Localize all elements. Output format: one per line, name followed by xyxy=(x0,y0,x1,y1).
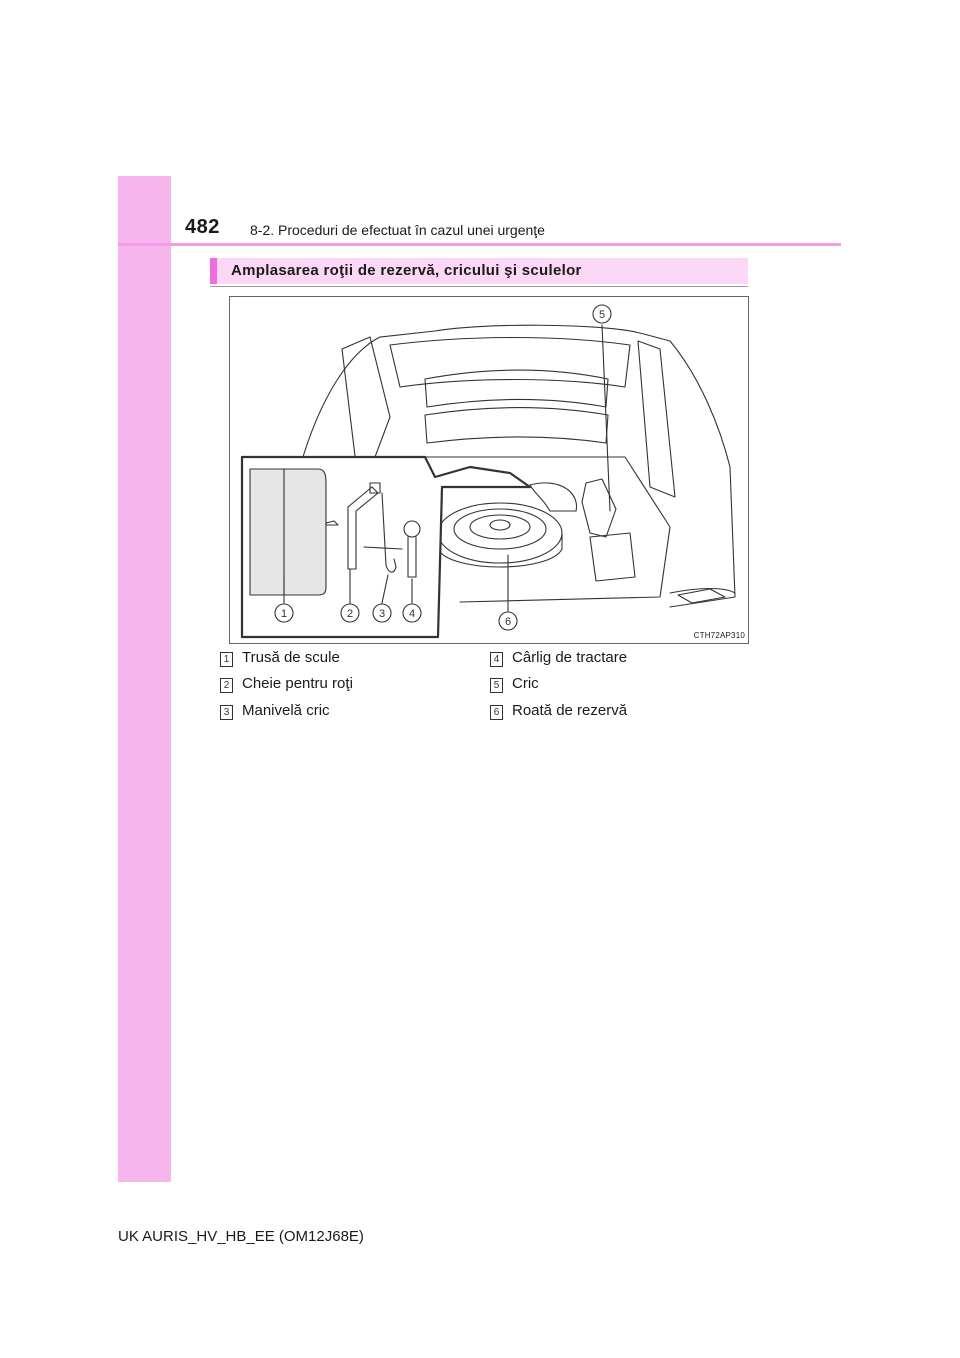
rear-shelf-upper xyxy=(425,370,608,407)
figure-code: CTH72AP310 xyxy=(693,631,745,640)
callout-4: 4 xyxy=(408,608,416,620)
spare-wheel-outer xyxy=(438,503,562,563)
side-band xyxy=(118,176,171,1182)
legend-number: 2 xyxy=(220,678,233,693)
heading-text: Amplasarea roţii de rezervă, cricului şi sculelor xyxy=(231,262,582,279)
rear-shelf-lower xyxy=(425,408,608,444)
header-rule xyxy=(118,243,841,246)
section-title: 8-2. Proceduri de efectuat în cazul unei urgenţe xyxy=(250,222,545,238)
legend-label: Manivelă cric xyxy=(242,702,330,719)
legend-label: Cric xyxy=(512,675,539,692)
legend-label: Trusă de scule xyxy=(242,649,340,666)
callout-1: 1 xyxy=(280,608,288,620)
jack xyxy=(582,479,616,537)
spare-wheel-rim-inner xyxy=(470,515,530,539)
tailgate-right xyxy=(638,341,675,497)
heading-box xyxy=(210,258,748,284)
page-number: 482 xyxy=(185,216,220,238)
legend-label: Cheie pentru roţi xyxy=(242,675,353,692)
tool-kit xyxy=(250,469,326,595)
heading-rule xyxy=(210,286,748,287)
tail-light xyxy=(678,589,725,603)
callout-6: 6 xyxy=(504,616,512,628)
document-code: UK AURIS_HV_HB_EE (OM12J68E) xyxy=(118,1228,364,1245)
legend-number: 5 xyxy=(490,678,503,693)
callout-2: 2 xyxy=(346,608,354,620)
trunk-illustration xyxy=(230,297,748,643)
spare-wheel-hub xyxy=(490,520,510,530)
rear-window xyxy=(390,338,630,388)
leader-5 xyxy=(602,325,610,511)
legend-label: Cârlig de tractare xyxy=(512,649,628,666)
legend-number: 4 xyxy=(490,652,503,667)
callout-3: 3 xyxy=(378,608,386,620)
legend-label: Roată de rezervă xyxy=(512,702,628,719)
spare-wheel-side xyxy=(438,533,562,567)
foam-tray xyxy=(530,483,577,511)
legend-number: 3 xyxy=(220,705,233,720)
legend-number: 1 xyxy=(220,652,233,667)
jack-bracket xyxy=(590,533,635,581)
legend-number: 6 xyxy=(490,705,503,720)
figure-frame xyxy=(229,296,749,644)
callout-5: 5 xyxy=(598,309,606,321)
